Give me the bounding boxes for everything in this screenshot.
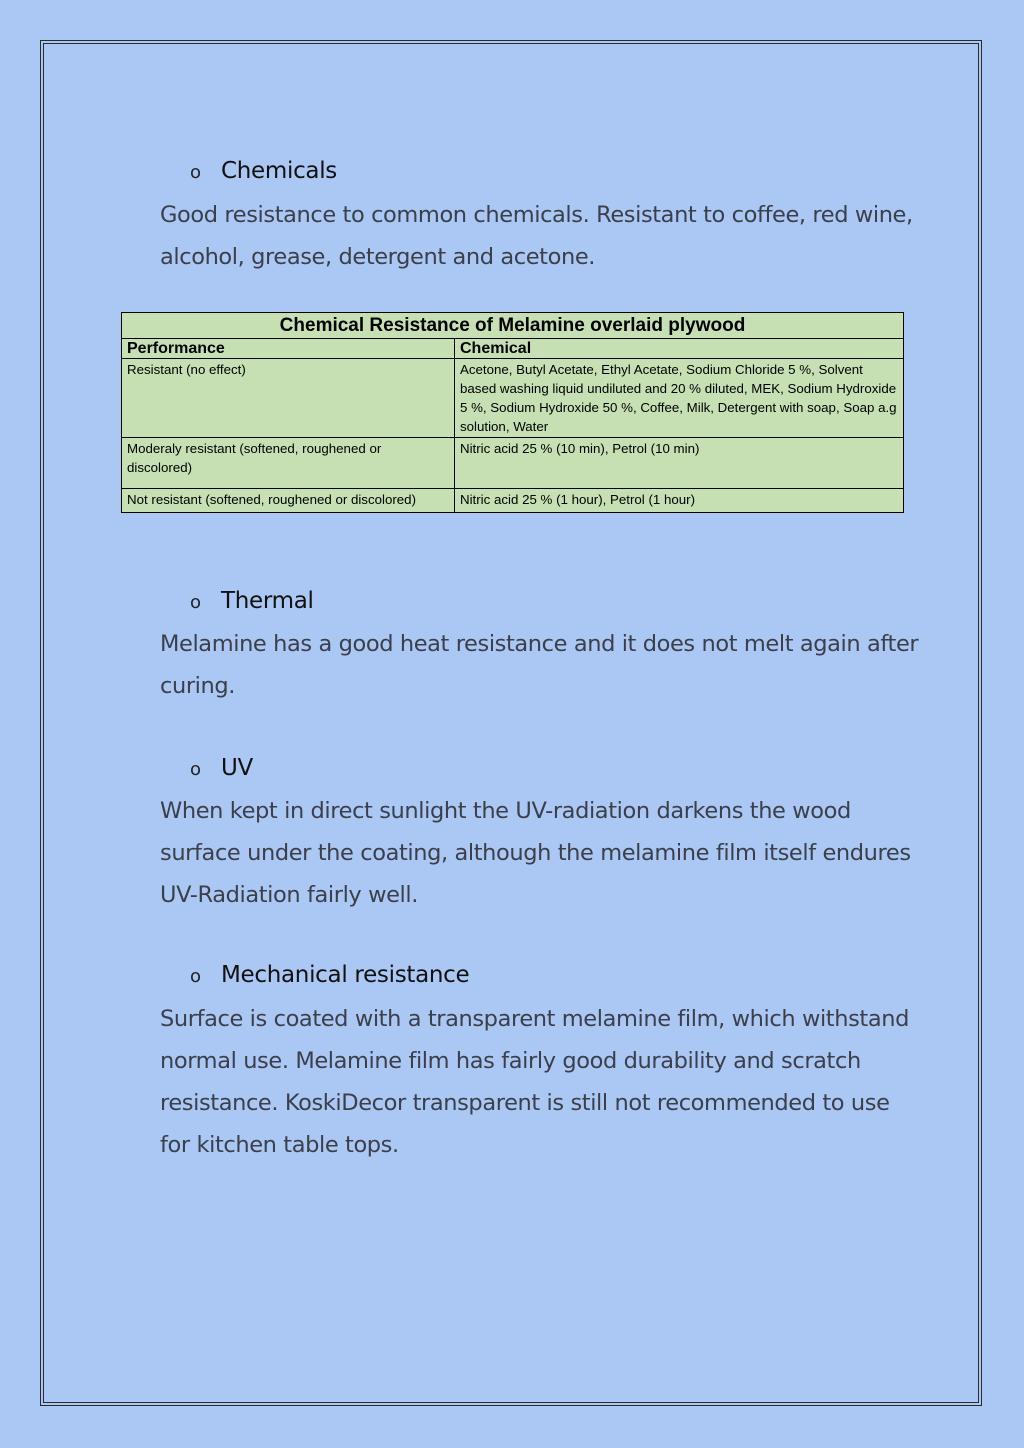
- paragraph-thermal: Melamine has a good heat resistance and it does not melt again after curing.: [160, 631, 919, 699]
- table-row: [122, 489, 904, 513]
- paragraph-chemicals: Good resistance to common chemicals. Resistant to coffee, red wine, alcohol, grease, detergent and acetone.: [160, 202, 913, 270]
- bullet-icon: o: [190, 966, 201, 987]
- heading-text: Thermal: [221, 588, 314, 614]
- bullet-icon: o: [190, 759, 201, 780]
- paragraph-mechanical: Surface is coated with a transparent melamine film, which withstand normal use. Melamine film has fairly good durability and scratch resistance. KoskiDecor transparent is still not recommended to use for kitchen table tops.: [160, 1006, 909, 1158]
- paragraph-uv: When kept in direct sunlight the UV-radiation darkens the wood surface under the coating, although the melamine film itself endures UV-Radiation fairly well.: [160, 798, 911, 908]
- section-heading-chemicals: [190, 158, 337, 184]
- bullet-icon: o: [190, 162, 201, 183]
- section-heading-uv: [190, 755, 253, 781]
- heading-text: Mechanical resistance: [221, 962, 470, 988]
- section-heading-mechanical: [190, 962, 469, 988]
- chemical-resistance-table: [121, 312, 904, 513]
- table-row: [122, 359, 904, 438]
- chemical-cell: Acetone, Butyl Acetate, Ethyl Acetate, Sodium Chloride 5 %, Solvent based washing liquid undiluted and 20 % diluted, MEK, Sodium Hydroxide 5 %, Sodium Hydroxide 50 %, Coffee, Milk, Detergent with soap, Soap a.g solution, Water: [455, 359, 904, 438]
- performance-cell: Moderaly resistant (softened, roughened or discolored): [122, 438, 455, 489]
- performance-cell: Resistant (no effect): [122, 359, 455, 438]
- table-title: Chemical Resistance of Melamine overlaid plywood: [122, 313, 904, 339]
- column-header-performance: Performance: [122, 339, 455, 359]
- bullet-icon: o: [190, 592, 201, 613]
- section-heading-thermal: [190, 588, 314, 614]
- heading-text: UV: [221, 755, 253, 781]
- column-header-chemical: Chemical: [455, 339, 904, 359]
- performance-cell: Not resistant (softened, roughened or discolored): [122, 489, 455, 513]
- chemical-cell: Nitric acid 25 % (10 min), Petrol (10 min): [455, 438, 904, 489]
- chemical-cell: Nitric acid 25 % (1 hour), Petrol (1 hour): [455, 489, 904, 513]
- table-row: [122, 438, 904, 489]
- heading-text: Chemicals: [221, 158, 337, 184]
